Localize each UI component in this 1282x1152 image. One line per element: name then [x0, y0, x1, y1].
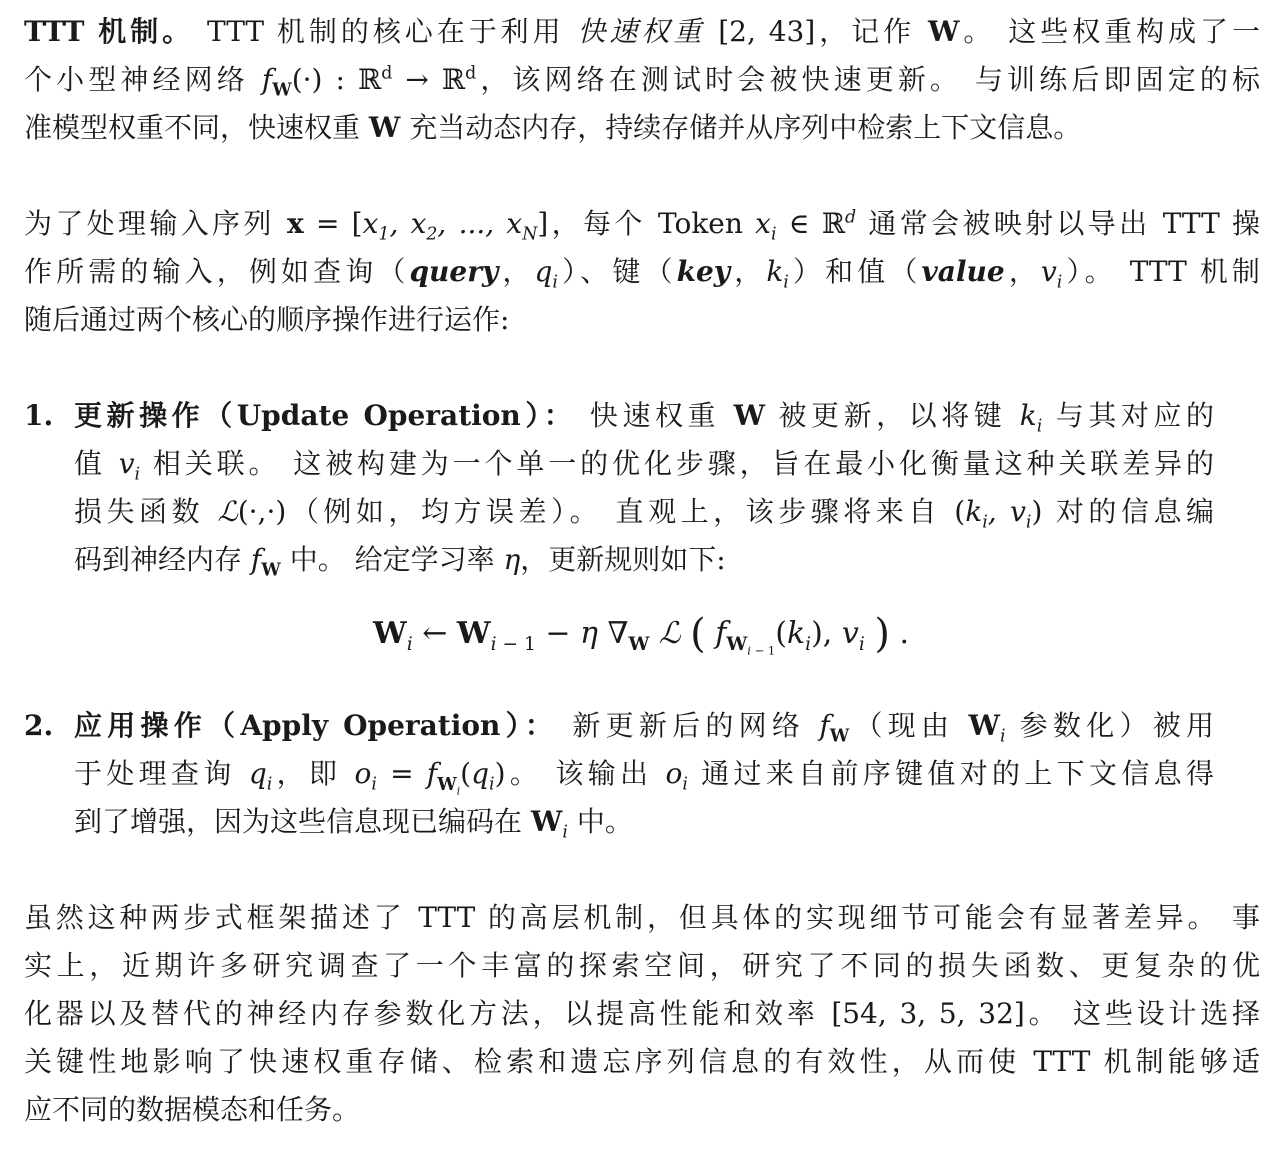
item2-line-1 — [74, 706, 1214, 746]
math-Wi: $W_i$ — [968, 709, 1006, 747]
math-ki: $k_i$ — [766, 255, 789, 293]
p2-text: 作所需的输入，例如查询（ — [24, 255, 410, 288]
eq-lhs: $W_i$ — [373, 616, 413, 655]
p1-text: 准模型权重不同，快速权重 — [24, 111, 361, 144]
item2-line-3 — [74, 802, 1214, 842]
update-equation: $W_i$ ← $W_{i - 1} - \eta$ $\nabla_W$ ℒ ( $f_{W_{i - 1}}(k_i)$, $v_i$ ) . — [373, 611, 909, 658]
p1-text: 个小型神经网络 — [24, 63, 249, 96]
math-pair: ($k_i$, $v_i$) — [954, 495, 1043, 533]
list-number-1: 1. — [24, 399, 54, 432]
item1-text: 相关联。 这被构建为一个单一的优化步骤，旨在最小化衡量这种关联差异的 — [152, 447, 1214, 480]
math-qi: $q_i$ — [534, 255, 558, 293]
p1-text: 充当动态内存，持续存储并从序列中检索上下文信息。 — [409, 111, 1082, 144]
item1-line-3 — [74, 492, 1214, 532]
item1-text: ，更新规则如下: — [520, 543, 726, 576]
p2-line-3: 随后通过两个核心的顺序操作进行运作: — [24, 303, 510, 336]
item1-text: 被更新，以将键 — [778, 399, 1007, 432]
math-oi: $o_i$ — [665, 757, 688, 795]
math-W: W — [928, 15, 960, 48]
p1-text: ，该网络在测试时会被快速更新。 与训练后即固定的标 — [476, 63, 1260, 96]
p1-text: TTT 机制的核心在于利用 — [207, 15, 565, 48]
value-term: value — [921, 255, 1005, 288]
item1-text: 中。 给定学习率 — [289, 543, 495, 576]
math-vi: $v_i$ — [1040, 255, 1063, 293]
item1-text: 对的信息编 — [1055, 495, 1214, 528]
p2-text: ，每个 Token — [548, 207, 743, 240]
item1-heading: 更新操作（Update Operation）： — [74, 399, 577, 432]
p2-text: 通常会被映射以导出 TTT 操 — [868, 207, 1261, 240]
p2-text: ）和值（ — [788, 255, 922, 288]
item1-line-1 — [74, 396, 1214, 436]
p2-text: ）、键（ — [557, 255, 677, 288]
math-loss: ℒ(·,·) — [217, 495, 287, 528]
p3-line-4: 关键性地影响了快速权重存储、检索和遗忘序列信息的有效性，从而使 TTT 机制能够适 — [24, 1045, 1260, 1078]
item2-text: 到了增强，因为这些信息现已编码在 — [74, 805, 523, 838]
item2-text: （现由 — [849, 709, 955, 742]
math-qi: $q_i$ — [248, 757, 273, 795]
item1-text: （例如，均方误差）。 直观上，该步骤将来自 — [286, 495, 941, 528]
p2-text: ）。 TTT 机制 — [1062, 255, 1260, 288]
math-x-seq: $x = [x_1$, $x_2$, ..., $x_N$] — [287, 207, 549, 245]
fast-weights-term: 快速权重 — [577, 15, 706, 48]
math-vi: $v_i$ — [118, 447, 141, 485]
item1-text: 与其对应的 — [1055, 399, 1214, 432]
p3-line-2: 实上，近期许多研究调查了一个丰富的探索空间，研究了不同的损失函数、更复杂的优 — [24, 949, 1260, 982]
list-number-2: 2. — [24, 709, 54, 742]
item1-line-4 — [74, 540, 1214, 580]
p1-line-3 — [24, 108, 1260, 148]
math-fW: $f_W$ — [250, 543, 281, 581]
item1-text: 值 — [74, 447, 106, 480]
math-xi-in-R: $x_i$ ∈ ℝ$^d$ — [755, 207, 857, 245]
p3-line-5: 应不同的数据模态和任务。 — [24, 1093, 361, 1126]
item2-text: 于处理查询 — [74, 757, 236, 790]
query-term: query — [409, 255, 499, 288]
p1-line-2 — [24, 60, 1260, 100]
p2-line-2: 作所需的输入，例如查询（query，$q_i$）、键（key，$k_i$）和值（value，$v_i$）。 TTT 机制 — [24, 255, 1260, 293]
item1-text: 损失函数 — [74, 495, 205, 528]
item1-text: 快速权重 — [589, 399, 721, 432]
math-apply: $o_i = f_{W_i}(q_i)$ — [354, 757, 506, 798]
item2-text: 。 该输出 — [505, 757, 653, 790]
key-term: key — [676, 255, 731, 288]
item2-text: 通过来自前序键值对的上下文信息得 — [701, 757, 1214, 790]
item2-text: 参数化）被用 — [1019, 709, 1214, 742]
math-fW: $f_W$ — [819, 709, 850, 747]
item2-line-2 — [74, 754, 1214, 798]
item2-text: 中。 — [576, 805, 633, 838]
math-W: W — [733, 399, 766, 432]
math-fW-map: $f_W(\cdot)$ : ℝ$^d$ → ℝ$^d$ — [261, 63, 477, 101]
p3-line-1: 虽然这种两步式框架描述了 TTT 的高层机制，但具体的实现细节可能会有显著差异。 事 — [24, 901, 1260, 934]
eq-prev-W: $W_{i - 1}$ — [456, 616, 536, 655]
p1-text: 。 这些权重构成了一 — [959, 15, 1261, 48]
p2-line-1 — [24, 204, 1260, 244]
p1-line-1 — [24, 12, 1260, 52]
math-ki: $k_i$ — [1019, 399, 1043, 437]
item2-text: ，即 — [272, 757, 342, 790]
p1-citation: [2, 43]，记作 — [718, 15, 916, 48]
math-Wi: $W_i$ — [530, 805, 568, 843]
item1-text: 码到神经内存 — [74, 543, 243, 576]
math-W: W — [368, 111, 401, 144]
p2-text: 为了处理输入序列 — [24, 207, 275, 240]
math-eta: η — [503, 543, 521, 576]
item2-text: 新更新后的网络 — [572, 709, 806, 742]
p3-line-3: 化器以及替代的神经内存参数化方法，以提高性能和效率 [54, 3, 5, 32]。 这些设计选择 — [24, 997, 1260, 1030]
item1-line-2 — [74, 444, 1214, 484]
item2-heading: 应用操作（Apply Operation）： — [74, 709, 559, 742]
p1-title: TTT 机制。 — [24, 15, 195, 48]
